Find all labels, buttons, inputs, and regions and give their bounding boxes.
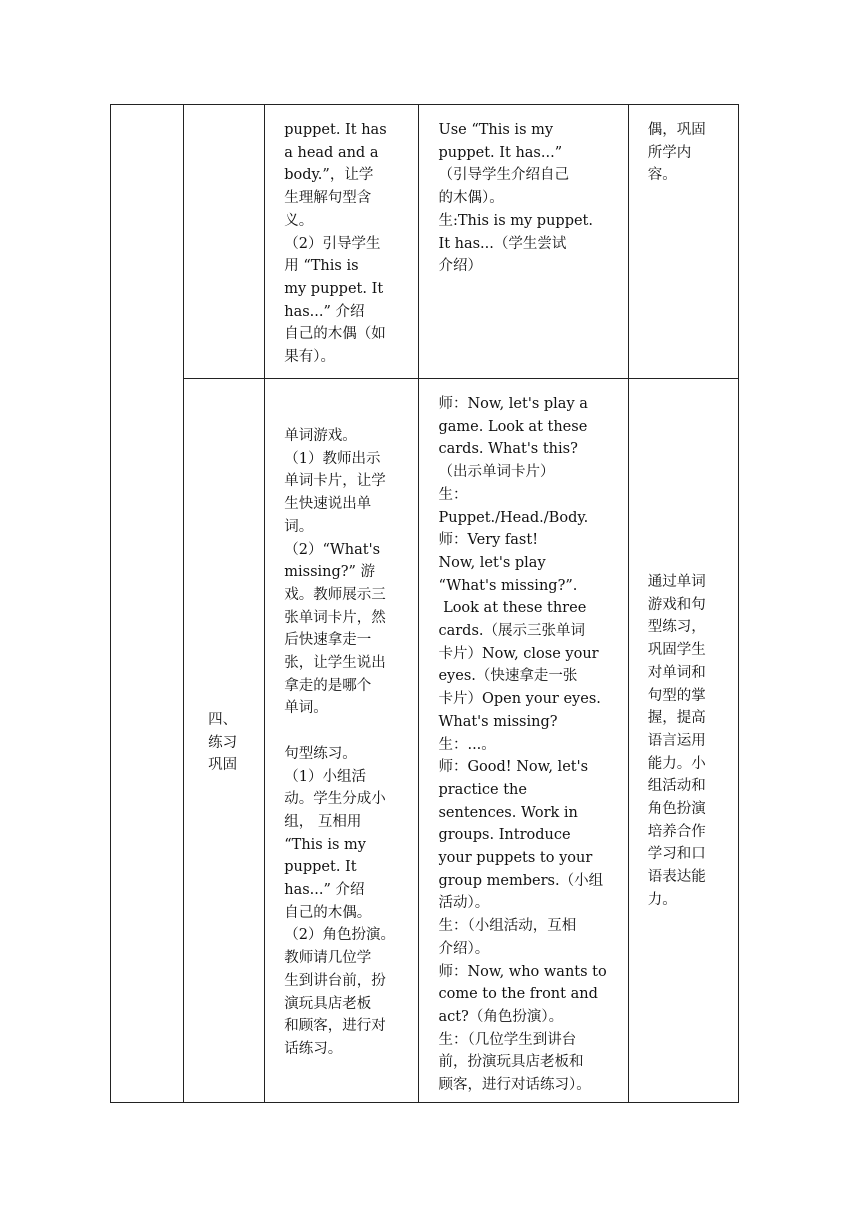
word-game-text [284, 425, 410, 720]
text-line: 培养合作 [647, 823, 706, 840]
text-line: What's missing? [438, 713, 558, 730]
text-line: puppet. It [284, 859, 357, 876]
text-line: 和顾客，进行对 [284, 1018, 386, 1035]
text-line: 四、 [208, 712, 238, 728]
paragraph-gap [284, 720, 410, 743]
text-line: 学习和口 [647, 846, 706, 863]
interaction-cell [419, 379, 628, 1103]
text-line: group members.（小组 [438, 872, 604, 889]
table-row [111, 105, 739, 379]
text-line: has...” 介绍 [284, 882, 365, 899]
activity-cell [265, 379, 419, 1103]
text-line: 单词游戏。 [284, 428, 357, 444]
text-line: 型练习， [647, 619, 706, 636]
text-line: practice the [438, 781, 527, 798]
text-line: Use “This is my [438, 122, 554, 138]
text-line: sentences. Work in [438, 804, 578, 821]
text-line: 戏。教师展示三 [284, 586, 386, 603]
text-line: （引导学生介绍自己 [438, 167, 569, 184]
text-line: puppet. It has...” [438, 144, 563, 161]
text-line: cards.（展示三张单词 [438, 623, 585, 640]
text-line: Look at these three [438, 600, 587, 617]
purpose-cell [628, 105, 738, 379]
activity-text [265, 105, 418, 369]
text-line: （出示单词卡片） [438, 464, 555, 481]
text-line: 所学内 [647, 144, 692, 161]
text-line: It has...（学生尝试 [438, 235, 567, 252]
text-line: 生快速说出单 [284, 496, 372, 513]
text-line: 语表达能 [647, 869, 706, 886]
text-line: has...” 介绍 [284, 303, 365, 320]
text-line: 容。 [647, 167, 677, 184]
text-line: 顾客，进行对话练习）。 [438, 1077, 591, 1094]
purpose-cell [628, 379, 738, 1103]
text-line: puppet. It has [284, 122, 387, 138]
lesson-plan-table [110, 104, 739, 1103]
stage-label [184, 379, 264, 777]
purpose-text [629, 105, 738, 187]
text-line: 自己的木偶（如 [284, 326, 386, 343]
text-line: 生：（几位学生到讲台 [438, 1031, 577, 1048]
text-line: 前，扮演玩具店老板和 [438, 1054, 584, 1071]
text-line: “This is my [284, 836, 366, 853]
text-line: 对单词和 [647, 664, 706, 681]
text-line: 巩固 [208, 757, 238, 774]
text-line: Now, let's play [438, 554, 546, 571]
text-line: act?（角色扮演）。 [438, 1008, 564, 1025]
text-line: 张单词卡片，然 [284, 609, 386, 626]
text-line: missing?” 游 [284, 564, 376, 581]
text-line: 师：Good! Now, let's [438, 759, 589, 776]
stage-cell [184, 105, 265, 379]
text-line: 通过单词 [647, 574, 706, 590]
text-line: 词。 [284, 518, 314, 535]
text-line: 卡片）Now, close your [438, 645, 599, 662]
activity-text [265, 379, 418, 1061]
text-line: （2）“What's [284, 541, 381, 558]
text-line: 能力。小 [647, 755, 706, 772]
text-line: cards. What's this? [438, 441, 578, 458]
text-line: body.”，让学 [284, 167, 374, 184]
text-line: 介绍）。 [438, 940, 490, 957]
text-line: （1）教师出示 [284, 450, 381, 467]
text-line: 演玩具店老板 [284, 995, 372, 1012]
text-line: 生:This is my puppet. [438, 212, 593, 229]
text-line: 拿走的是哪个 [284, 677, 372, 694]
text-line: 生：...。 [438, 736, 496, 753]
text-line: 语言运用 [647, 732, 706, 749]
text-line: 句型的掌 [647, 687, 706, 704]
text-line: 师：Now, let's play a [438, 396, 588, 412]
text-line: 握，提高 [647, 710, 706, 727]
text-line: groups. Introduce [438, 827, 571, 844]
text-line: 活动）。 [438, 895, 490, 912]
text-line: 师：Now, who wants to [438, 963, 607, 980]
text-line: 单词。 [284, 700, 328, 717]
text-line: 生： [438, 486, 468, 503]
text-line: “What's missing?”. [438, 577, 578, 594]
text-line: 自己的木偶。 [284, 904, 372, 921]
text-line: 生理解句型含 [284, 190, 372, 207]
text-line: 组活动和 [647, 778, 706, 795]
text-line: 师：Very fast! [438, 532, 539, 549]
interaction-cell [419, 105, 628, 379]
text-line: 角色扮演 [647, 801, 706, 818]
text-line: Puppet./Head./Body. [438, 509, 589, 526]
text-line: your puppets to your [438, 850, 593, 867]
text-line: 力。 [647, 891, 677, 908]
text-line: 生到讲台前，扮 [284, 972, 386, 989]
text-line: a head and a [284, 144, 379, 161]
activity-cell [265, 105, 419, 379]
text-line: 话练习。 [284, 1040, 343, 1057]
text-line: 组， 互相用 [284, 813, 362, 830]
text-line: 义。 [284, 212, 314, 229]
text-line: 后快速拿走一 [284, 632, 372, 649]
sentence-practice-text [284, 743, 410, 1061]
text-line: 的木偶）。 [438, 190, 504, 207]
text-line: 单词卡片，让学 [284, 473, 386, 490]
text-line: 巩固学生 [647, 642, 706, 659]
text-line: （2）引导学生 [284, 235, 381, 252]
purpose-text [629, 379, 738, 912]
text-line: 游戏和句 [647, 596, 706, 613]
stage-cell [184, 379, 265, 1103]
interaction-text [419, 379, 627, 1097]
text-line: 偶，巩固 [647, 122, 706, 138]
interaction-text [419, 105, 627, 278]
section-cell [111, 105, 184, 1103]
text-line: 句型练习。 [284, 745, 357, 762]
text-line: 果有）。 [284, 349, 335, 366]
text-line: come to the front and [438, 986, 598, 1003]
text-line: game. Look at these [438, 418, 588, 435]
text-line: eyes.（快速拿走一张 [438, 668, 578, 685]
text-line: （2）角色扮演。 [284, 927, 395, 944]
text-line: 张，让学生说出 [284, 655, 386, 672]
text-line: 动。学生分成小 [284, 791, 386, 808]
table-row [111, 379, 739, 1103]
text-line: 生：（小组活动，互相 [438, 918, 577, 935]
text-line: （1）小组活 [284, 768, 366, 785]
text-line: 卡片）Open your eyes. [438, 691, 601, 708]
text-line: 用 “This is [284, 258, 359, 275]
text-line: my puppet. It [284, 280, 384, 297]
text-line: 介绍） [438, 258, 482, 275]
text-line: 教师请几位学 [284, 950, 372, 967]
text-line: 练习 [208, 734, 238, 751]
